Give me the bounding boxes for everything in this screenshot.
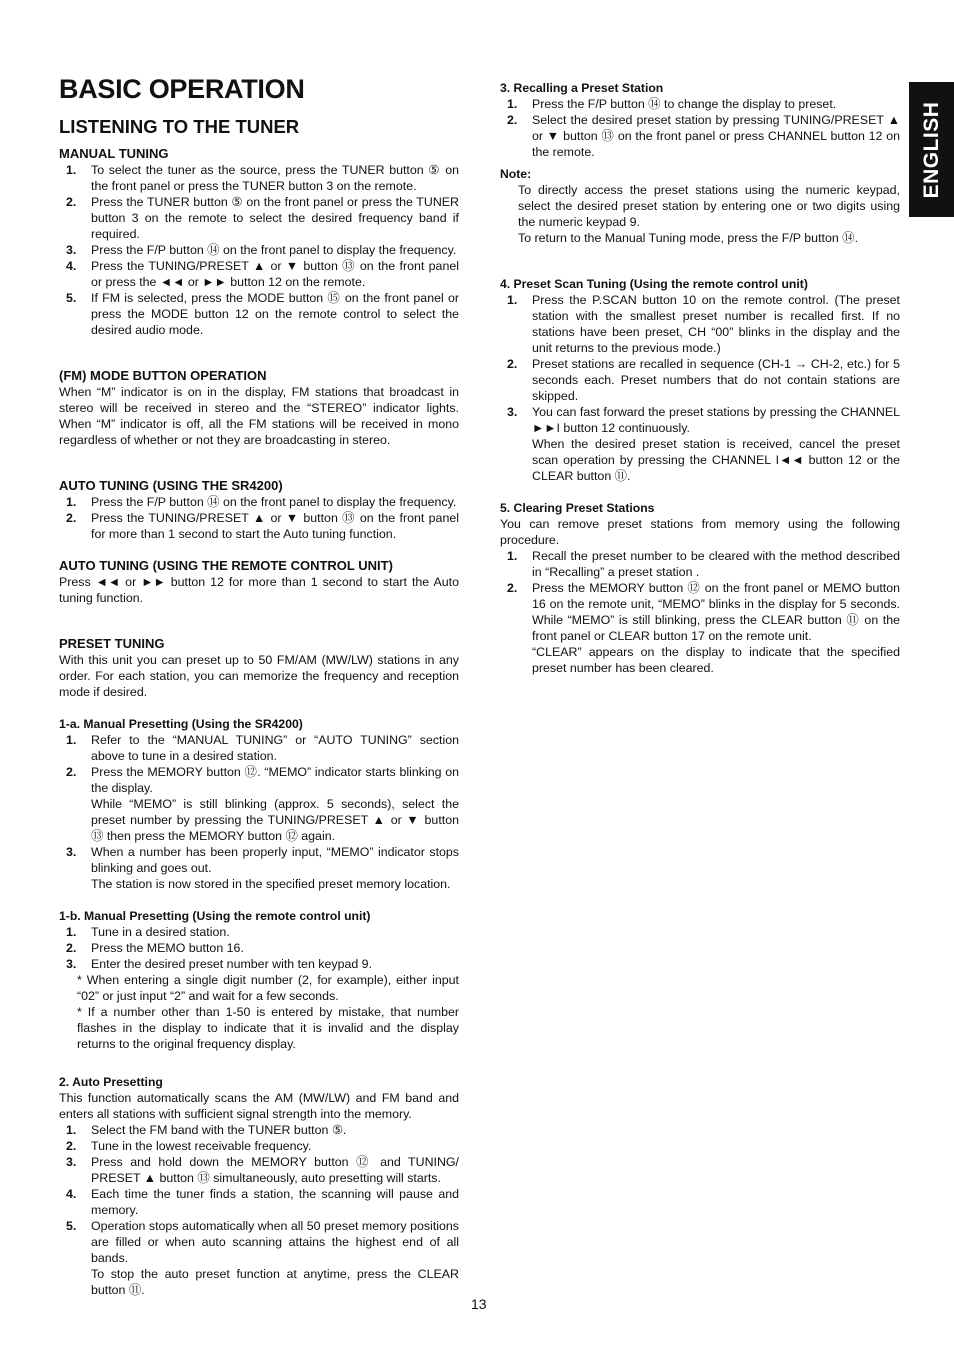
left-column bbox=[59, 146, 459, 1298]
list-item bbox=[59, 956, 459, 972]
item-number: 2. bbox=[66, 195, 77, 209]
item-text: Press the TUNING/PRESET ▲ or ▼ button ⑬ on the front panel or press the ◄◄ or ►► button 12 on the remote. bbox=[91, 259, 459, 289]
item-number: 3. bbox=[507, 405, 518, 419]
item-extra-text: The station is now stored in the specified preset memory location. bbox=[91, 877, 451, 891]
list-item bbox=[59, 732, 459, 764]
item-text: Press the F/P button ⑭ to change the display to preset. bbox=[532, 97, 837, 111]
item-number: 4. bbox=[66, 1187, 77, 1201]
item-number: 2. bbox=[507, 581, 518, 595]
list-item bbox=[59, 1154, 459, 1186]
item-number: 2. bbox=[66, 1139, 77, 1153]
list-item bbox=[59, 510, 459, 542]
list-item bbox=[500, 404, 900, 436]
item-text: Press the MEMORY button ⑫ on the front panel or MEMO button 16 on the remote unit, “MEMO” blinks in the display for 5 seconds. While “MEMO” is still blinking, press the CLEAR button ⑪ on the front panel or CLEAR button 17 on the remote unit. bbox=[532, 581, 900, 643]
item-number: 5. bbox=[66, 1219, 77, 1233]
list-item bbox=[59, 844, 459, 876]
item-text: Tune in the lowest receivable frequency. bbox=[91, 1139, 312, 1153]
page-number: 13 bbox=[471, 1296, 487, 1312]
note-text: To return to the Manual Tuning mode, press the F/P button ⑭. bbox=[518, 231, 859, 245]
item-extra-text: While “MEMO” is still blinking (approx. 5 seconds), select the preset number by pressing the TUNING/PRESET ▲ or ▼ button ⑬ then press the MEMORY button ⑫ again. bbox=[91, 797, 459, 843]
page-title: BASIC OPERATION bbox=[59, 74, 305, 104]
item-extra-text: “CLEAR” appears on the display to indicate that the specified preset number has been cleared. bbox=[532, 645, 900, 675]
item-number: 3. bbox=[66, 1155, 77, 1169]
list-item bbox=[59, 242, 459, 258]
fm-mode-text: When “M” indicator is on in the display, FM stations that broadcast in stereo will be received in stereo and the “STEREO” indicator lights. When “M” indicator is off, all the FM stations will be received in mono regardless of whether or not they are broadcasting in stereo. bbox=[59, 385, 459, 447]
note-text: * When entering a single digit number (2, for example), either input “02” or just input “2” and wait for a few seconds. bbox=[77, 973, 459, 1003]
fm-mode-heading: (FM) MODE BUTTON OPERATION bbox=[59, 368, 267, 383]
item-text: Press the MEMO button 16. bbox=[91, 941, 244, 955]
list-item bbox=[59, 494, 459, 510]
item-number: 3. bbox=[66, 845, 77, 859]
list-item bbox=[500, 112, 900, 160]
item-number: 1. bbox=[66, 733, 77, 747]
list-item bbox=[59, 290, 459, 338]
preset-tuning-text: With this unit you can preset up to 50 FM/AM (MW/LW) stations in any order. For each station, you can memorize the frequency and reception mode if desired. bbox=[59, 653, 459, 699]
list-item bbox=[59, 924, 459, 940]
list-item bbox=[59, 1186, 459, 1218]
auto-presetting-intro: This function automatically scans the AM (MW/LW) and FM band and enters all stations with sufficient signal strength into the memory. bbox=[59, 1091, 459, 1121]
list-item bbox=[59, 194, 459, 242]
item-number: 3. bbox=[66, 243, 77, 257]
list-item bbox=[500, 548, 900, 580]
note-label: Note: bbox=[500, 167, 532, 181]
item-text: Press the TUNING/PRESET ▲ or ▼ button ⑬ on the front panel for more than 1 second to start the Auto tuning function. bbox=[91, 511, 459, 541]
item-number: 3. bbox=[66, 957, 77, 971]
item-number: 1. bbox=[507, 549, 518, 563]
list-item bbox=[59, 1122, 459, 1138]
item-number: 1. bbox=[507, 97, 518, 111]
item-number: 1. bbox=[66, 163, 77, 177]
clearing-intro: You can remove preset stations from memory using the following procedure. bbox=[500, 517, 900, 547]
list-item bbox=[59, 1218, 459, 1266]
item-number: 5. bbox=[66, 291, 77, 305]
item-number: 2. bbox=[66, 511, 77, 525]
item-number: 1. bbox=[66, 925, 77, 939]
list-item bbox=[500, 96, 900, 112]
list-item bbox=[59, 1138, 459, 1154]
list-item bbox=[500, 580, 900, 644]
item-number: 2. bbox=[66, 941, 77, 955]
item-text: Press the TUNER button ⑤ on the front panel or press the TUNER button 3 on the remote to select the desired frequency band if required. bbox=[91, 195, 459, 241]
note-text: * If a number other than 1-50 is entered by mistake, that number flashes in the display to indicate that it is invalid and the display returns to the original frequency display. bbox=[77, 1005, 459, 1051]
item-number: 1. bbox=[66, 495, 77, 509]
item-text: Press the P.SCAN button 10 on the remote control. (The preset station with the smallest preset number is recalled first. If no stations have been preset, CH “00” blinks in the display and the unit returns to the previous mode.) bbox=[532, 293, 900, 355]
item-text: Select the FM band with the TUNER button ⑤. bbox=[91, 1123, 347, 1137]
preset-scan-heading: 4. Preset Scan Tuning (Using the remote control unit) bbox=[500, 277, 808, 291]
item-number: 2. bbox=[66, 765, 77, 779]
item-text: Operation stops automatically when all 50 preset memory positions are filled or when auto scanning attains the highest end of all bands. bbox=[91, 1219, 459, 1265]
recalling-heading: 3. Recalling a Preset Station bbox=[500, 81, 664, 95]
note-text: To directly access the preset stations using the numeric keypad, select the desired preset station by entering one or two digits using the numeric keypad 9. bbox=[518, 183, 900, 229]
list-item bbox=[500, 356, 900, 404]
item-text: You can fast forward the preset stations by pressing the CHANNEL ►►I button 12 continuously. bbox=[532, 405, 900, 435]
item-text: Press the MEMORY button ⑫. “MEMO” indicator starts blinking on the display. bbox=[91, 765, 459, 795]
item-text: To select the tuner as the source, press the TUNER button ⑤ on the front panel or press the TUNER button 3 on the remote. bbox=[91, 163, 459, 193]
manual-presetting-remote-heading: 1-b. Manual Presetting (Using the remote control unit) bbox=[59, 909, 371, 923]
auto-tuning-unit-heading: AUTO TUNING (USING THE SR4200) bbox=[59, 478, 283, 493]
auto-presetting-heading: 2. Auto Presetting bbox=[59, 1075, 163, 1089]
item-number: 2. bbox=[507, 113, 518, 127]
right-column bbox=[500, 80, 900, 676]
manual-presetting-unit-heading: 1-a. Manual Presetting (Using the SR4200) bbox=[59, 717, 303, 731]
item-text: Refer to the “MANUAL TUNING” or “AUTO TUNING” section above to tune in a desired station. bbox=[91, 733, 459, 763]
item-number: 4. bbox=[66, 259, 77, 273]
item-text: Press and hold down the MEMORY button ⑫ and TUNING/ PRESET ▲ button ⑬ simultaneously, auto presetting will starts. bbox=[91, 1155, 459, 1185]
item-text: Press the F/P button ⑭ on the front panel to display the frequency. bbox=[91, 495, 457, 509]
item-text: If FM is selected, press the MODE button ⑮ on the front panel or press the MODE button 12 on the remote control to select the desired audio mode. bbox=[91, 291, 459, 337]
list-item bbox=[59, 940, 459, 956]
section-title: LISTENING TO THE TUNER bbox=[59, 116, 300, 137]
item-text: Each time the tuner finds a station, the scanning will pause and memory. bbox=[91, 1187, 459, 1217]
clearing-heading: 5. Clearing Preset Stations bbox=[500, 501, 655, 515]
item-extra-text: To stop the auto preset function at anytime, press the CLEAR button ⑪. bbox=[91, 1267, 459, 1297]
auto-tuning-remote-heading: AUTO TUNING (USING THE REMOTE CONTROL UNIT) bbox=[59, 558, 393, 573]
item-number: 2. bbox=[507, 357, 518, 371]
item-text: Tune in a desired station. bbox=[91, 925, 230, 939]
list-item bbox=[59, 258, 459, 290]
list-item bbox=[59, 764, 459, 796]
item-text: Enter the desired preset number with ten keypad 9. bbox=[91, 957, 373, 971]
list-item bbox=[500, 292, 900, 356]
item-number: 1. bbox=[66, 1123, 77, 1137]
list-item bbox=[59, 162, 459, 194]
language-tab bbox=[909, 82, 954, 217]
item-text: Press the F/P button ⑭ on the front panel to display the frequency. bbox=[91, 243, 457, 257]
item-text: When a number has been properly input, “MEMO” indicator stops blinking and goes out. bbox=[91, 845, 459, 875]
item-text: Recall the preset number to be cleared with the method described in “Recalling” a preset station . bbox=[532, 549, 900, 579]
item-number: 1. bbox=[507, 293, 518, 307]
item-text: Select the desired preset station by pressing TUNING/PRESET ▲ or ▼ button ⑬ on the front panel or press CHANNEL button 12 on the remote. bbox=[532, 113, 900, 159]
manual-tuning-heading: MANUAL TUNING bbox=[59, 146, 169, 161]
auto-tuning-remote-text: Press ◄◄ or ►► button 12 for more than 1 second to start the Auto tuning function. bbox=[59, 575, 459, 605]
item-extra-text: When the desired preset station is received, cancel the preset scan operation by pressing the CHANNEL I◄◄ button 12 or the CLEAR button ⑪. bbox=[532, 437, 900, 483]
item-text: Preset stations are recalled in sequence (CH-1 → CH-2, etc.) for 5 seconds each. Preset numbers that do not contain stations are skipped. bbox=[532, 357, 900, 403]
language-tab-label: ENGLISH bbox=[919, 101, 943, 198]
manual-tuning-list bbox=[59, 162, 459, 338]
preset-tuning-heading: PRESET TUNING bbox=[59, 636, 165, 651]
